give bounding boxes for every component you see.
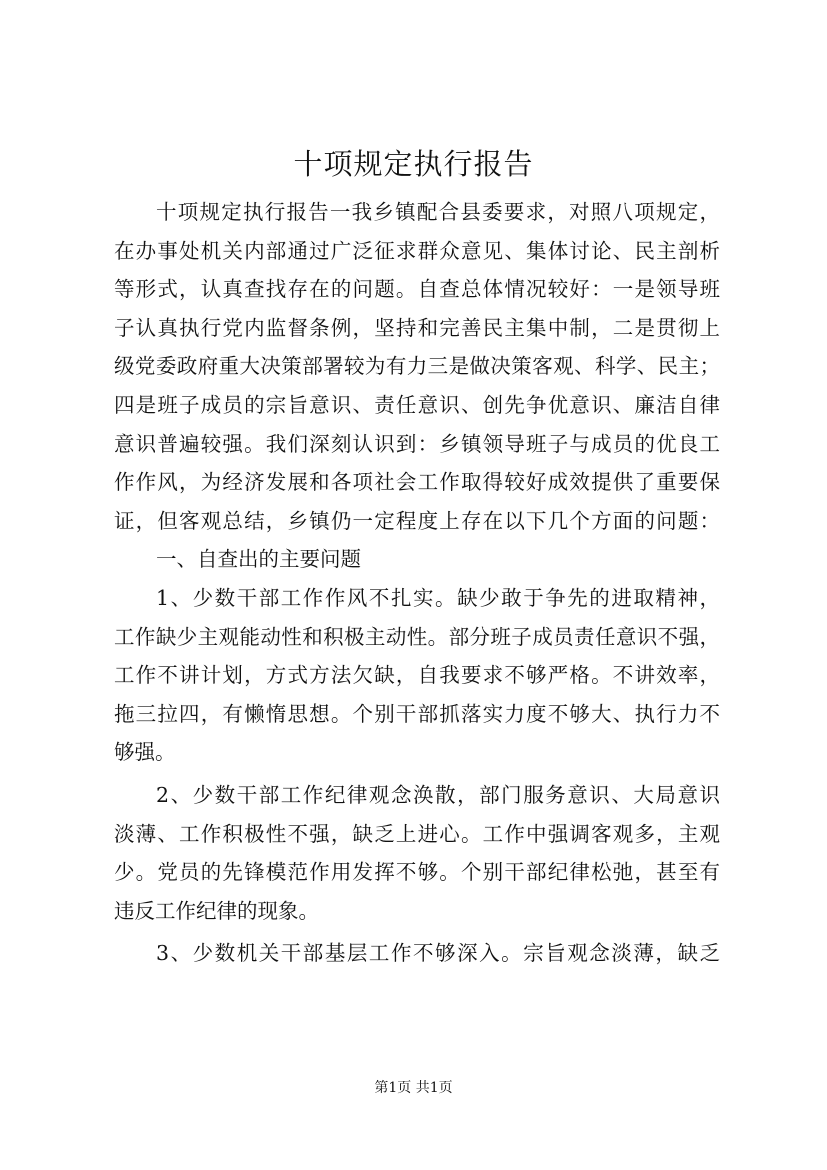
text-line: 级党委政府重大决策部署较为有力三是做决策客观、科学、民主；	[114, 354, 720, 379]
text-line: 拖三拉四，有懒惰思想。个别干部抓落实力度不够大、执行力不	[114, 701, 720, 726]
paragraph-item-3	[114, 934, 720, 973]
text-line: 十项规定执行报告一我乡镇配合县委要求，对照八项规定，	[156, 200, 720, 224]
text-line: 少。党员的先锋模范作用发挥不够。个别干部纪律松弛，甚至有	[114, 860, 720, 885]
document-title: 十项规定执行报告	[293, 147, 534, 181]
paragraph-item-2	[114, 776, 720, 930]
section-heading	[114, 540, 720, 579]
text-line: 淡薄、工作积极性不强，缺乏上进心。工作中强调客观多，主观	[114, 821, 720, 846]
page-footer: 第1页 共1页	[374, 1080, 453, 1096]
text-line: 在办事处机关内部通过广泛征求群众意见、集体讨论、民主剖析	[114, 238, 720, 263]
text-line: 够强。	[114, 740, 176, 765]
text-line: 工作不讲计划，方式方法欠缺，自我要求不够严格。不讲效率，	[114, 663, 720, 688]
text-line: 证，但客观总结，乡镇仍一定程度上存在以下几个方面的问题：	[114, 508, 720, 533]
document-body	[114, 193, 720, 973]
text-line: 作作风，为经济发展和各项社会工作取得较好成效提供了重要保	[114, 470, 720, 495]
text-line: 3、少数机关干部基层工作不够深入。宗旨观念淡薄，缺乏	[156, 941, 720, 966]
text-line: 四是班子成员的宗旨意识、责任意识、创先争优意识、廉洁自律	[114, 392, 720, 417]
text-line: 意识普遍较强。我们深刻认识到：乡镇领导班子与成员的优良工	[114, 431, 720, 456]
text-line: 2、少数干部工作纪律观念涣散，部门服务意识、大局意识	[156, 782, 720, 807]
text-line: 工作缺少主观能动性和积极主动性。部分班子成员责任意识不强，	[114, 624, 720, 649]
text-line: 等形式，认真查找存在的问题。自查总体情况较好：一是领导班	[114, 277, 720, 302]
text-line: 子认真执行党内监督条例，坚持和完善民主集中制，二是贯彻上	[114, 315, 720, 340]
text-line: 一、自查出的主要问题	[156, 547, 361, 572]
paragraph-intro	[114, 193, 720, 540]
text-line: 1、少数干部工作作风不扎实。缺少敢于争先的进取精神，	[156, 585, 720, 610]
paragraph-item-1	[114, 579, 720, 772]
text-line: 违反工作纪律的现象。	[114, 898, 319, 923]
